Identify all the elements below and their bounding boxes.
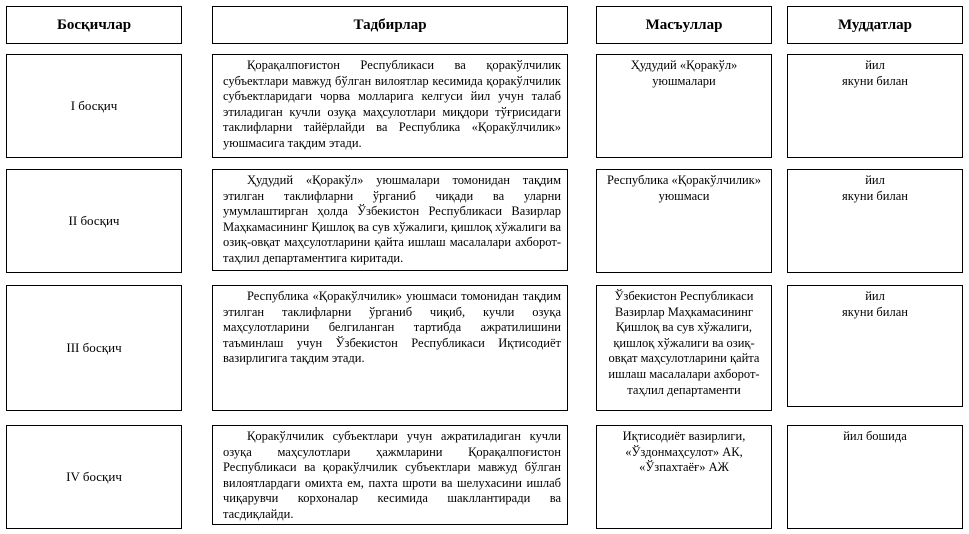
stage-label: III босқич bbox=[66, 340, 122, 355]
deadline-line1: йил bbox=[865, 289, 885, 303]
action-cell-2: Ҳудудий «Қоракўл» уюшмалари томонидан тақдим этилган таклифларни ўрганиб чиқади ва уларни умумлаштирган ҳолда Ўзбекистон Республикаси Вазирлар Маҳкамасининг Қишлоқ ва сув хўжалиги, қишлоқ хўжалиги ва озиқ-овқат маҳсулотларини қайта ишлаш масалалари ахборот-таҳлил департаментига киритади. bbox=[212, 169, 568, 271]
responsible-cell-2: Республика «Қоракўлчилик» уюшмаси bbox=[596, 169, 772, 273]
header-responsible bbox=[596, 6, 772, 44]
deadline-line2: якуни билан bbox=[842, 188, 908, 203]
deadline-line2: якуни билан bbox=[842, 73, 908, 88]
stage-cell-4 bbox=[6, 425, 182, 529]
deadline-line1: йил bbox=[865, 173, 885, 187]
stage-label: II босқич bbox=[68, 213, 120, 228]
stage-label: IV босқич bbox=[66, 469, 122, 484]
header-responsible-label: Масъуллар bbox=[645, 16, 723, 33]
header-actions bbox=[212, 6, 568, 44]
stage-cell-1 bbox=[6, 54, 182, 158]
deadline-cell-3 bbox=[787, 285, 963, 407]
deadline-line1: йил bbox=[865, 58, 885, 72]
deadline-line2: якуни билан bbox=[842, 304, 908, 319]
deadline-cell-2 bbox=[787, 169, 963, 273]
stage-label: I босқич bbox=[70, 98, 118, 113]
stage-cell-3 bbox=[6, 285, 182, 411]
action-cell-3: Республика «Қоракўлчилик» уюшмаси томонидан тақдим этилган таклифларни ўрганиб чиқиб, кучли озуқа маҳсулотларини белгиланган тартибда ажратилишини таъминлаш учун Ўзбекистон Республикаси Иқтисодиёт вазирлигига тақдим этади. bbox=[212, 285, 568, 411]
header-stages-label: Босқичлар bbox=[56, 16, 132, 33]
deadline-cell-1 bbox=[787, 54, 963, 158]
deadline-line1: йил бошида bbox=[843, 429, 907, 443]
header-deadlines-label: Муддатлар bbox=[837, 16, 913, 33]
responsible-cell-1: Ҳудудий «Қоракўл» уюшмалари bbox=[596, 54, 772, 158]
deadline-cell-4 bbox=[787, 425, 963, 529]
header-deadlines bbox=[787, 6, 963, 44]
stage-cell-2 bbox=[6, 169, 182, 273]
header-actions-label: Тадбирлар bbox=[353, 16, 427, 33]
header-stages bbox=[6, 6, 182, 44]
action-cell-4: Қоракўлчилик субъектлари учун ажратиладиган кучли озуқа маҳсулотлари ҳажмларини Қорақалпоғистон Республикаси ва қоракўлчилик субъектлари мавжуд бўлган вилоятлардаги омихта ем, пахта шроти ва шелухасини ишлаб чиқарувчи корхоналар кесимида шакллантиради ва тасдиқлайди. bbox=[212, 425, 568, 525]
responsible-cell-3: Ўзбекистон Республикаси Вазирлар Маҳкамасининг Қишлоқ ва сув хўжалиги, қишлоқ хўжалиги ва озиқ-овқат маҳсулотларини қайта ишлаш масалалари ахборот-таҳлил департаменти bbox=[596, 285, 772, 411]
action-cell-1: Қорақалпоғистон Республикаси ва қоракўлчилик субъектлари мавжуд бўлган вилоятлар кесимида қоракўлчилик субъектларидаги чорва молларига келгуси йил учун талаб этиладиган кучли озуқа маҳсулотлари миқдори тўғрисидаги таклифларни тайёрлайди ва Республика «Қоракўлчилик» уюшмасига тақдим этади. bbox=[212, 54, 568, 158]
responsible-cell-4: Иқтисодиёт вазирлиги, «Ўздонмаҳсулот» АК, «Ўзпахтаёғ» АЖ bbox=[596, 425, 772, 529]
